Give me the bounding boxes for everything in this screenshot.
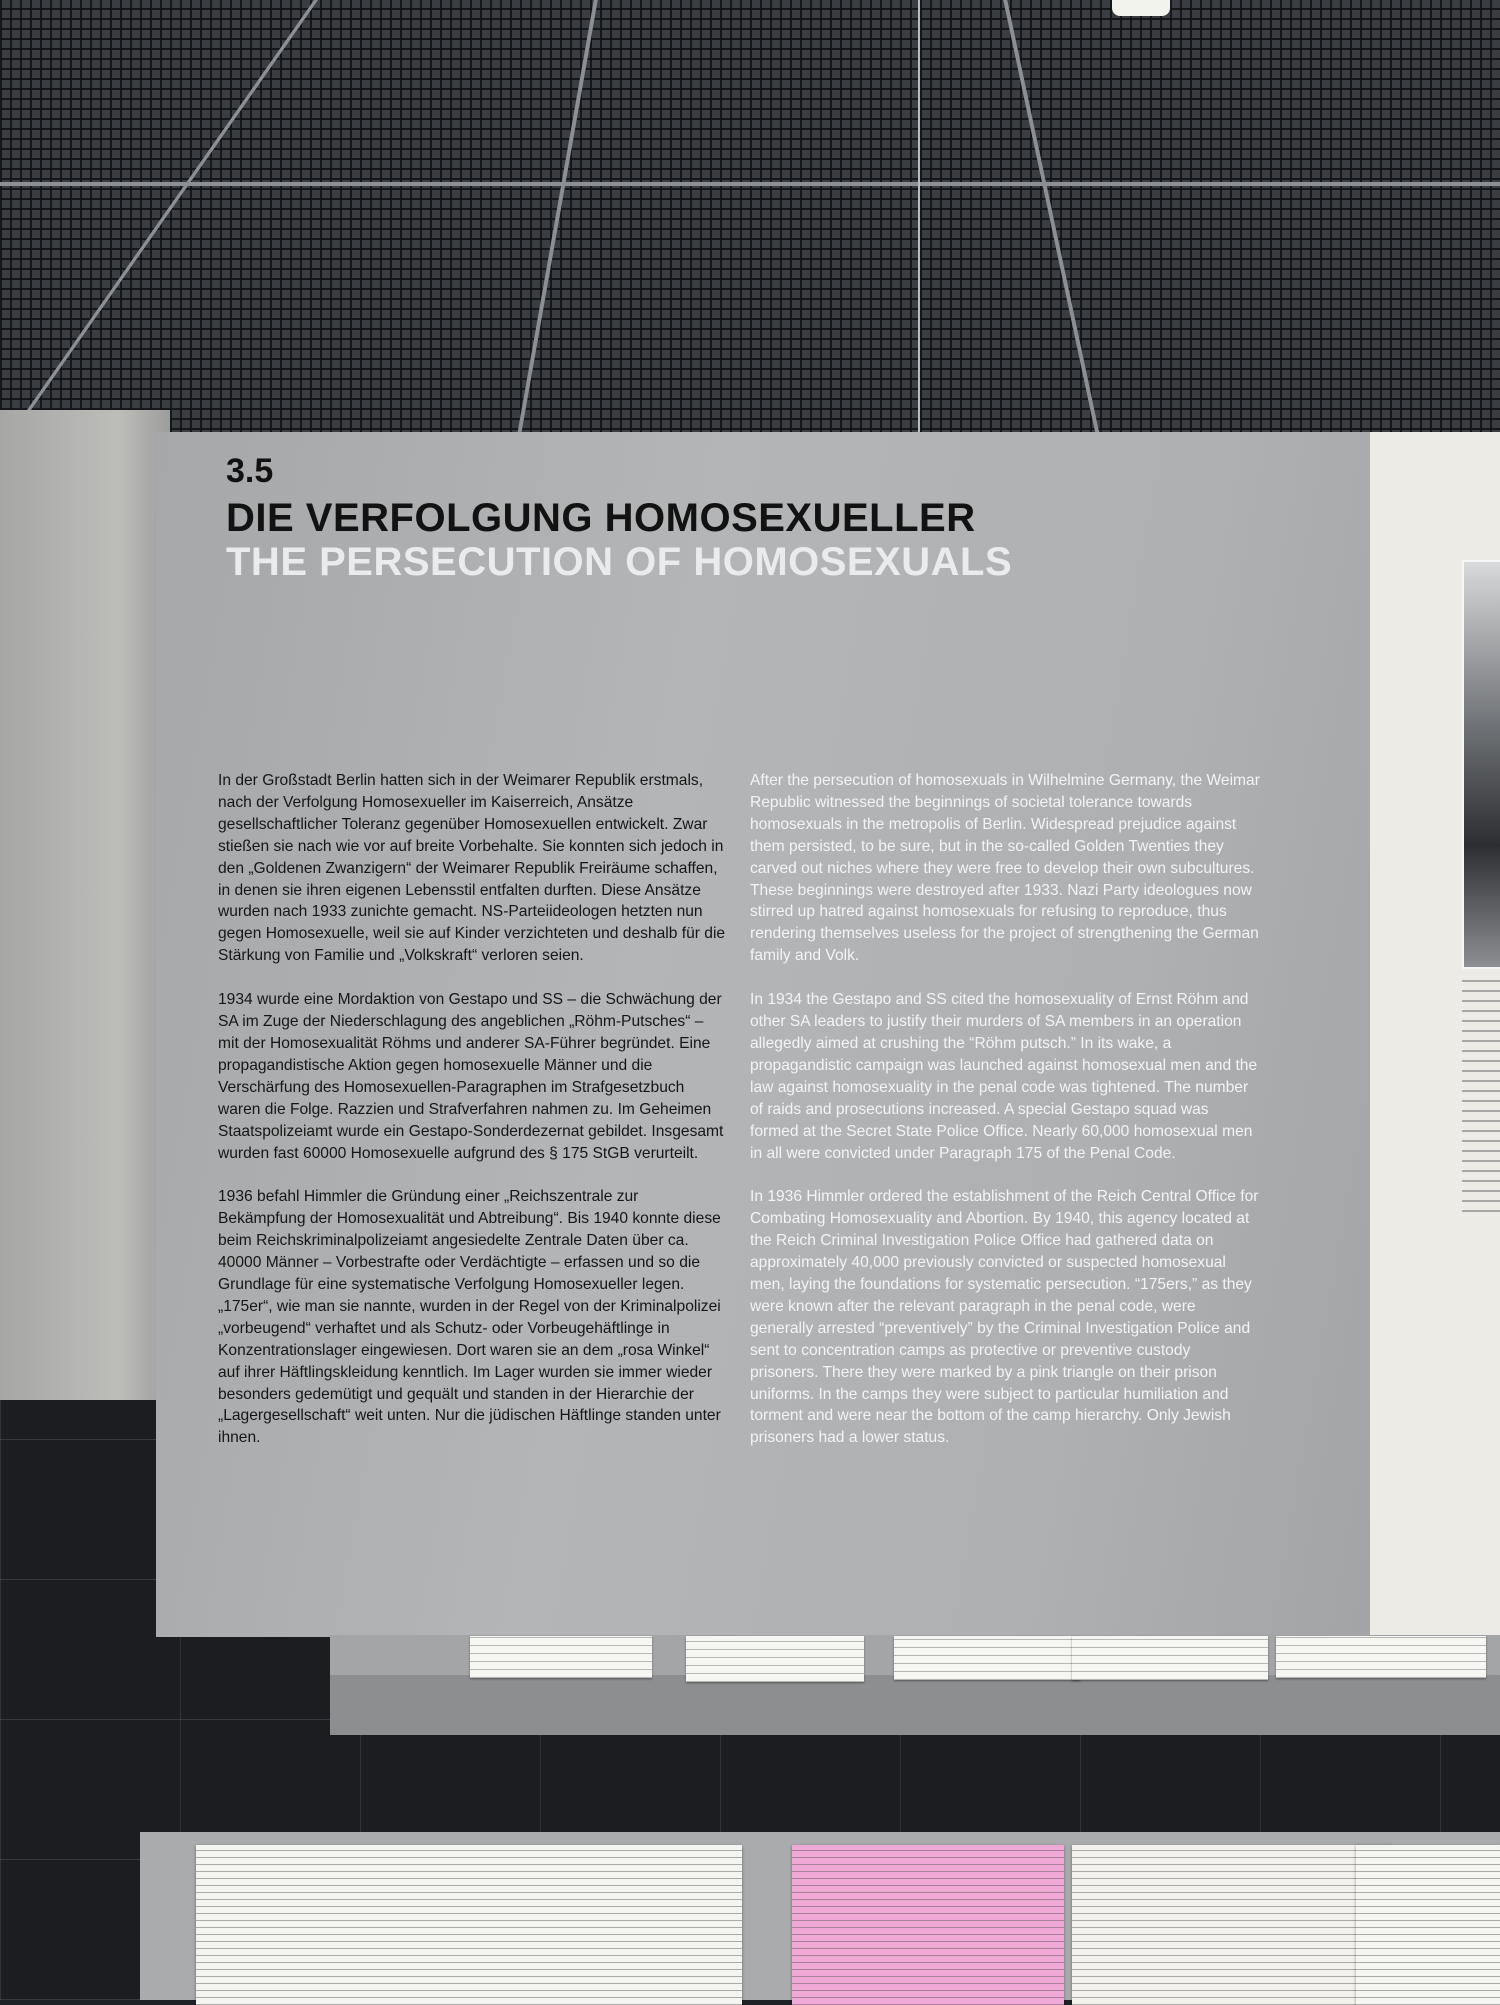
adjacent-photo — [1462, 560, 1500, 969]
english-paragraph: In 1936 Himmler ordered the establishment of the Reich Central Office for Combating Homosexuality and Abortion. By 1940, this agency located at the Reich Criminal Investigation Police Office had gathered data on approximately 40,000 previously convicted or suspected homosexual men, laying the foundations for systematic persecution. “175ers,” as they were known after the relevant paragraph in the penal code, were generally arrested “preventively” by the Criminal Investigation Police and sent to concentration camps as protective or preventive custody prisoners. There they were marked by a pink triangle on their prison uniforms. In the camps they were subject to particular humiliation and torment and were near the bottom of the camp hierarchy. Only Jewish prisoners had a lower status. — [750, 1188, 1259, 1447]
german-paragraph: 1934 wurde eine Mordaktion von Gestapo und SS – die Schwächung der SA im Zuge der Niederschlagung des angeblichen „Röhm-Putsches“ – mit der Homosexualität Röhms und anderer SA-Führer begründet. Eine propagandistische Aktion gegen homosexuelle Männer und die Verschärfung des Homosexuellen-Paragraphen im Strafgesetzbuch waren die Folge. Razzien und Strafverfahren nahmen zu. Im Geheimen Staatspolizeiamt wurde ein Gestapo-Sonderdezernat gebildet. Insgesamt wurden fast 60000 Homosexuelle aufgrund des § 175 StGB verurteilt. — [218, 991, 724, 1162]
german-paragraph: 1936 befahl Himmler die Gründung einer „Reichszentrale zur Bekämpfung der Homosexualität und Abtreibung“. Bis 1940 konnte diese beim Reichskriminalpolizeiamt angesiedelte Zentrale Daten über ca. 40000 Männer – Vorbestrafte oder Verdächtigte – erfassen und so die Grundlage für eine systematische Verfolgung Homosexueller legen. „175er“, wie man sie nannte, wurden in der Regel von der Kriminalpolizei „vorbeugend“ verhaftet und als Schutz- oder Vorbeugehäftlinge in Konzentrationslager eingewiesen. Dort waren sie an dem „rosa Winkel“ auf ihrer Häftlingskleidung kenntlich. Im Lager wurden sie immer wieder besonders gedemütigt und gequält und standen in der Hierarchie der „Lagergesellschaft“ weit unten. Nur die jüdischen Häftlinge standen unter ihnen. — [218, 1188, 721, 1447]
german-paragraph: In der Großstadt Berlin hatten sich in der Weimarer Republik erstmals, nach der Verfolgung Homosexueller im Kaiserreich, Ansätze gesellschaftlicher Toleranz gegenüber Homosexuellen entwickelt. Zwar stießen sie nach wie vor auf breite Vorbehalte. Sie konnten sich jedoch in den „Goldenen Zwanzigern“ der Weimarer Republik Freiräume schaffen, in denen sie ihren eigenen Lebensstil entfalten durften. Diese Ansätze wurden nach 1933 zunichte gemacht. NS-Parteiideologen hetzten nun gegen Homosexuelle, weil sie auf Kinder verzichteten und deshalb für die Stärkung von Familie und „Volkskraft“ verloren seien. — [218, 772, 726, 965]
concrete-wall — [0, 410, 170, 1410]
title-german: DIE VERFOLGUNG HOMOSEXUELLER — [226, 496, 976, 540]
german-text-column — [218, 770, 726, 1471]
section-number: 3.5 — [226, 452, 274, 490]
hanging-wire — [918, 0, 920, 432]
case-document-letter — [1072, 1845, 1392, 2005]
english-paragraph: In 1934 the Gestapo and SS cited the homosexuality of Ernst Röhm and other SA leaders to justify their murders of SA members in an operation allegedly aimed at crushing the “Röhm putsch.” In its wake, a propagandistic campaign was launched against homosexual men and the law against homosexuality in the penal code was tightened. The number of raids and prosecutions increased. A special Gestapo squad was formed at the Secret State Police Office. Nearly 60,000 homosexual men in all were convicted under Paragraph 175 of the Penal Code. — [750, 991, 1258, 1162]
ceiling-beam — [1003, 0, 1101, 440]
english-text-column — [750, 770, 1260, 1471]
case-document-pink — [792, 1845, 1064, 2005]
ceiling-beam — [6, 0, 318, 440]
exhibition-panel — [156, 432, 1370, 1637]
shelf-document — [894, 1636, 1080, 1680]
english-paragraph: After the persecution of homosexuals in Wilhelmine Germany, the Weimar Republic witnessed the beginnings of societal tolerance towards homosexuals in the metropolis of Berlin. Widespread prejudice against them persisted, to be sure, but in the so-called Golden Twenties they carved out niches where they were free to develop their own subcultures. These beginnings were destroyed after 1933. Nazi Party ideologues now stirred up hatred against homosexuals for refusing to reproduce, thus rendering themselves useless for the project of strengthening the German family and Volk. — [750, 772, 1260, 965]
title-english: THE PERSECUTION OF HOMOSEXUALS — [226, 540, 1013, 584]
ceiling-lamp — [1112, 0, 1170, 16]
shelf-document — [1276, 1636, 1486, 1678]
adjacent-caption — [1462, 972, 1500, 1212]
shelf-document — [470, 1636, 652, 1678]
case-document-edge — [1356, 1845, 1500, 2005]
ceiling-beam — [0, 182, 1500, 186]
ceiling-beam — [516, 0, 598, 440]
shelf-document — [686, 1636, 864, 1682]
shelf-document — [1072, 1636, 1268, 1680]
ceiling-grid — [0, 0, 1500, 440]
case-document-report — [196, 1845, 742, 2005]
